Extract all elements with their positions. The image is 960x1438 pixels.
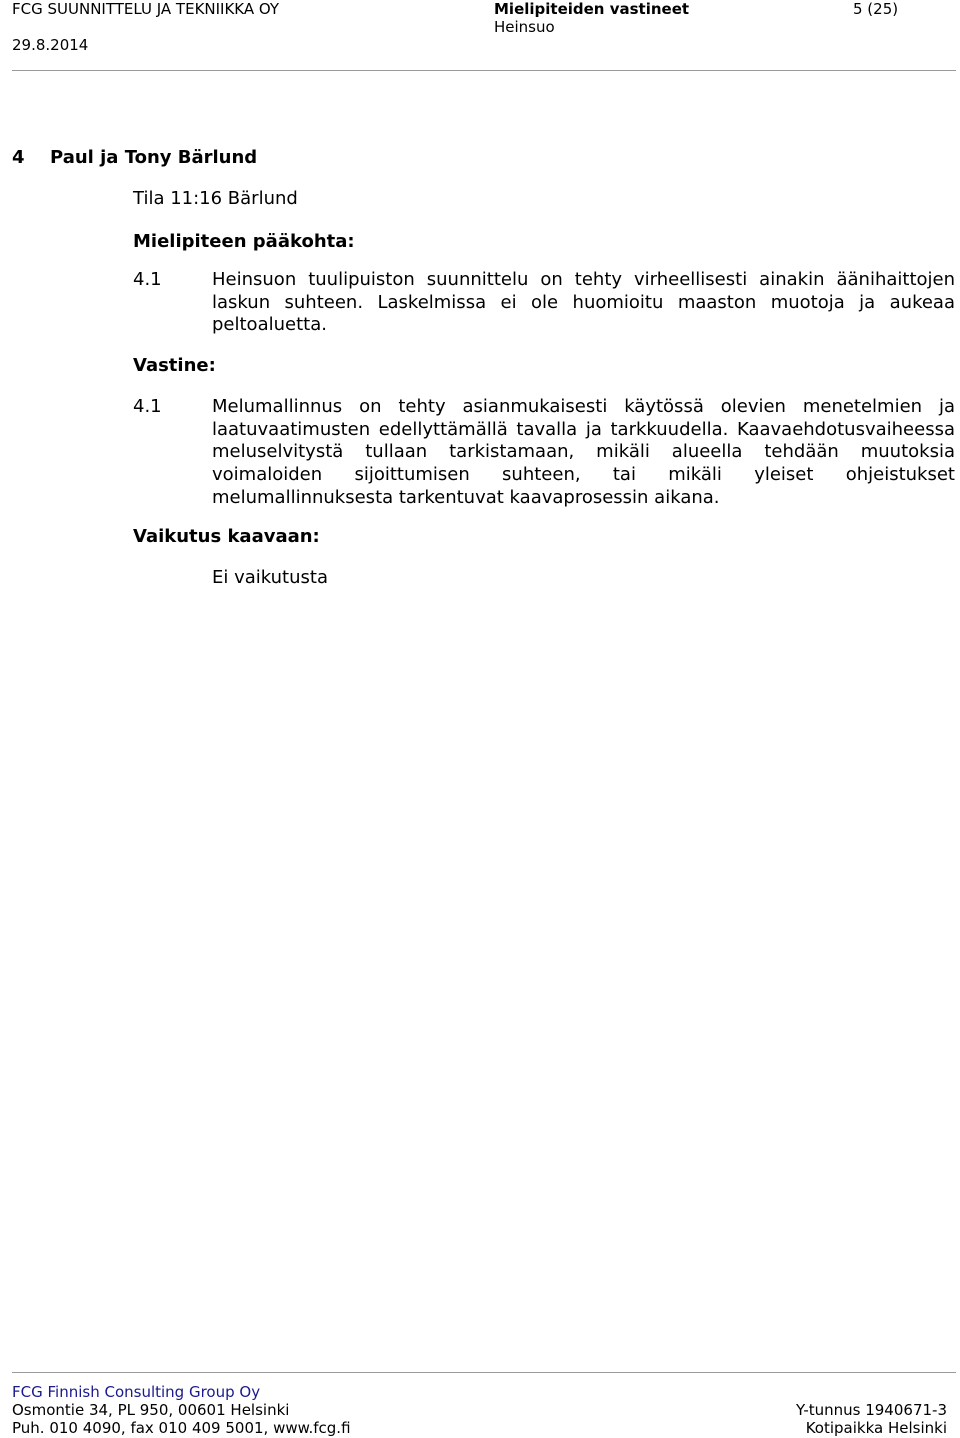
section-number: 4 (12, 147, 25, 168)
footer-business-id: Y-tunnus 1940671-3 (795, 1401, 947, 1419)
footer-divider (12, 1372, 956, 1373)
section-title: Paul ja Tony Bärlund (50, 147, 258, 168)
opinion-number: 4.1 (133, 269, 162, 290)
header-divider (12, 70, 956, 71)
header-subtitle: Heinsuo (494, 18, 555, 36)
header-date: 29.8.2014 (12, 36, 89, 54)
property-designation: Tila 11:16 Bärlund (133, 188, 298, 209)
response-item (133, 396, 955, 510)
response-number: 4.1 (133, 396, 162, 417)
header-document-title: Mielipiteiden vastineet (494, 0, 690, 18)
response-label: Vastine: (133, 355, 216, 376)
impact-text: Ei vaikutusta (212, 567, 328, 588)
response-text: Melumallinnus on tehty asianmukaisesti käytössä olevien menetelmien ja laatuvaatimusten edellyttämällä tavalla ja tarkkuudella. Kaavaehdotusvaiheessa meluselvitystä tullaan tarkistamaan, mikäli alueella tehdään muutoksia voimaloiden sijoittumisen suhteen, tai mikäli yleiset ohjeistukset melumallinnuksesta tarkentuvat kaavaprosessin aikana. (212, 396, 955, 508)
header-page-number: 5 (25) (853, 0, 899, 18)
footer-address: Osmontie 34, PL 950, 00601 Helsinki (12, 1401, 290, 1419)
footer-company: FCG Finnish Consulting Group Oy (12, 1383, 261, 1401)
impact-label: Vaikutus kaavaan: (133, 526, 320, 547)
opinion-item (133, 269, 955, 337)
opinion-label: Mielipiteen pääkohta: (133, 231, 355, 252)
footer-contact: Puh. 010 4090, fax 010 409 5001, www.fcg.fi (12, 1419, 351, 1437)
header-company: FCG SUUNNITTELU JA TEKNIIKKA OY (12, 0, 280, 18)
footer-domicile: Kotipaikka Helsinki (805, 1419, 947, 1437)
opinion-text: Heinsuon tuulipuiston suunnittelu on tehty virheellisesti ainakin äänihaittojen laskun suhteen. Laskelmissa ei ole huomioitu maaston muotoja ja aukeaa peltoaluetta. (212, 269, 955, 336)
